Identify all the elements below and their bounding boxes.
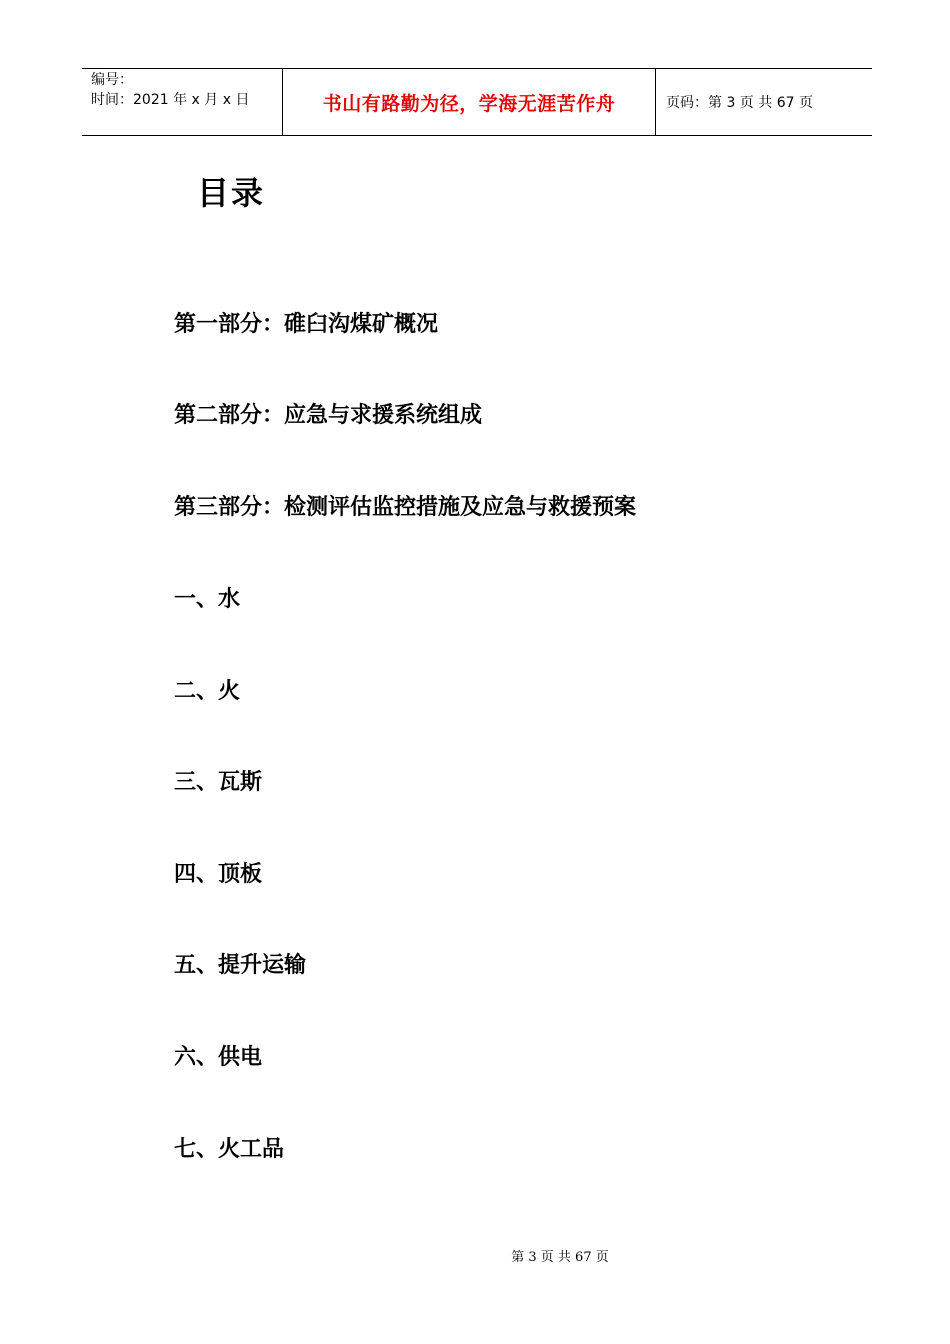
- toc-item-power: 六、供电: [174, 1045, 263, 1070]
- document-number-label: 编号：: [91, 72, 133, 88]
- header-page-info: 页码：第 3 页 共 67 页: [666, 95, 813, 111]
- header-meta-cell: [82, 69, 283, 135]
- page-header: [82, 68, 872, 136]
- footer-page-number: 第 3 页 共 67 页: [511, 1250, 609, 1265]
- toc-item-hoisting: 五、提升运输: [174, 953, 307, 978]
- toc-item-fire: 二、火: [174, 679, 241, 704]
- header-motto-cell: [283, 69, 656, 135]
- page-title: 目录: [197, 174, 266, 212]
- toc-item-part-2: 第二部分：应急与求援系统组成: [174, 403, 483, 428]
- toc-item-gas: 三、瓦斯: [174, 770, 263, 795]
- header-page-cell: [656, 69, 872, 135]
- document-date-label: 时间：2021 年 x 月 x 日: [91, 92, 250, 108]
- header-motto: 书山有路勤为径，学海无涯苦作舟: [322, 92, 616, 115]
- toc-item-water: 一、水: [174, 587, 241, 612]
- toc-item-part-1: 第一部分：碓臼沟煤矿概况: [174, 312, 439, 337]
- toc-item-roof: 四、顶板: [174, 862, 263, 887]
- page-footer: [0, 1246, 950, 1265]
- toc-item-part-3: 第三部分：检测评估监控措施及应急与救援预案: [174, 495, 637, 520]
- toc-item-explosives: 七、火工品: [174, 1137, 285, 1162]
